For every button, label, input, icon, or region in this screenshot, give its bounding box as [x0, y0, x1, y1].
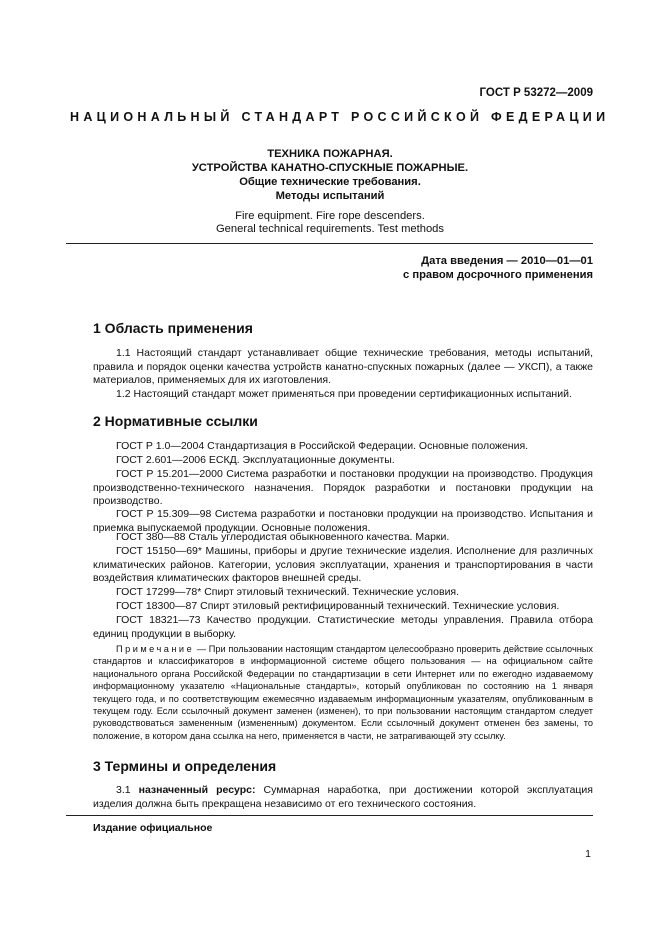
reference-item: ГОСТ 380—88 Сталь углеродистая обыкновенного качества. Марки.: [116, 531, 450, 543]
reference-item: ГОСТ 2.601—2006 ЕСКД. Эксплуатационные документы.: [116, 454, 395, 466]
title-line: УСТРОЙСТВА КАНАТНО-СПУСКНЫЕ ПОЖАРНЫЕ.: [191, 162, 469, 174]
early-application-text: с правом досрочного применения: [403, 269, 593, 281]
document-title-en: [70, 210, 590, 236]
introduction-date-text: Дата введения — 2010—01—01: [421, 255, 593, 267]
section-1-heading: 1 Область применения: [93, 320, 253, 336]
references-note: [93, 643, 593, 742]
page-number: 1: [585, 848, 591, 860]
introduction-date: [403, 254, 593, 282]
reference-item: ГОСТ 17299—78* Спирт этиловый технический. Технические условия.: [116, 586, 460, 598]
divider-line: [66, 243, 593, 244]
paragraph-3-1: [93, 784, 593, 811]
term-number: 3.1: [116, 784, 131, 796]
title-line: Методы испытаний: [275, 190, 385, 202]
footer-divider: [66, 815, 593, 816]
section-2-heading: 2 Нормативные ссылки: [93, 413, 258, 429]
reference-item: ГОСТ 18321—73 Качество продукции. Статистические методы управления. Правила отбора единиц продукции в выборку.: [93, 614, 593, 640]
paragraph-1-2: 1.2 Настоящий стандарт может применяться при проведении сертификационных испытаний.: [116, 388, 572, 400]
title-line: Общие технические требования.: [239, 176, 421, 188]
document-title-ru: [70, 147, 590, 203]
title-line: ТЕХНИКА ПОЖАРНАЯ.: [267, 148, 393, 160]
title-line-en: General technical requirements. Test methods: [215, 223, 444, 235]
title-line-en: Fire equipment. Fire rope descenders.: [235, 210, 425, 222]
section-3-heading: 3 Термины и определения: [93, 758, 277, 774]
paragraph-1-1: 1.1 Настоящий стандарт устанавливает общие технические требования, методы испытаний, правила и порядок оценки качества устройств канатно-спускных пожарных (далее — УКСП), а также материалов, применяемых для их изготовления.: [93, 347, 593, 387]
reference-item: ГОСТ Р 15.201—2000 Система разработки и постановки продукции на производство. Продукция производственно-технического назначения. Порядок разработки и постановки продукции на производство.: [93, 468, 593, 508]
reference-item: ГОСТ 18300—87 Спирт этиловый ректифицированный технический. Технические условия.: [116, 600, 560, 612]
term-name: назначенный ресурс:: [138, 784, 256, 796]
standard-number: ГОСТ Р 53272—2009: [479, 87, 593, 99]
reference-item: ГОСТ Р 15.309—98 Система разработки и постановки продукции на производство. Испытания и приемка выпускаемой продукции. Основные положения.: [93, 508, 593, 534]
official-edition-label: Издание официальное: [93, 822, 213, 834]
note-label: Примечание: [116, 644, 195, 654]
reference-item: ГОСТ Р 1.0—2004 Стандартизация в Российской Федерации. Основные положения.: [116, 440, 529, 452]
national-standard-banner: НАЦИОНАЛЬНЫЙ СТАНДАРТ РОССИЙСКОЙ ФЕДЕРАЦИИ: [70, 110, 610, 124]
note-text: — При пользовании настоящим стандартом целесообразно проверить действие ссылочных стандартов и классификаторов в информационной системе общего пользования — на официальном сайте национального органа Российской Федерации по стандартизации в сети Интернет или по ежегодно издаваемому информационному указателю «Национальные стандарты», который опубликован по состоянию на 1 января текущего года, и по соответствующим ежемесячно издаваемым информационным указателям, опубликованным в текущем году. Если ссылочный документ заменен (изменен), то при пользовании настоящим стандартом следует руководствоваться замененным (измененным) документом. Если ссылочный документ отменен без замены, то положение, в котором дана ссылка на него, применяется в части, не затрагивающей эту ссылку.: [93, 644, 593, 741]
term-definition: Суммарная наработка, при достижении которой эксплуатация изделия должна быть прекращена независимо от его технического состояния.: [93, 784, 593, 810]
reference-item: ГОСТ 15150—69* Машины, приборы и другие технические изделия. Исполнение для различных климатических районов. Категории, условия эксплуатации, хранения и транспортирования в части воздействия климатических факторов внешней среды.: [93, 545, 593, 585]
